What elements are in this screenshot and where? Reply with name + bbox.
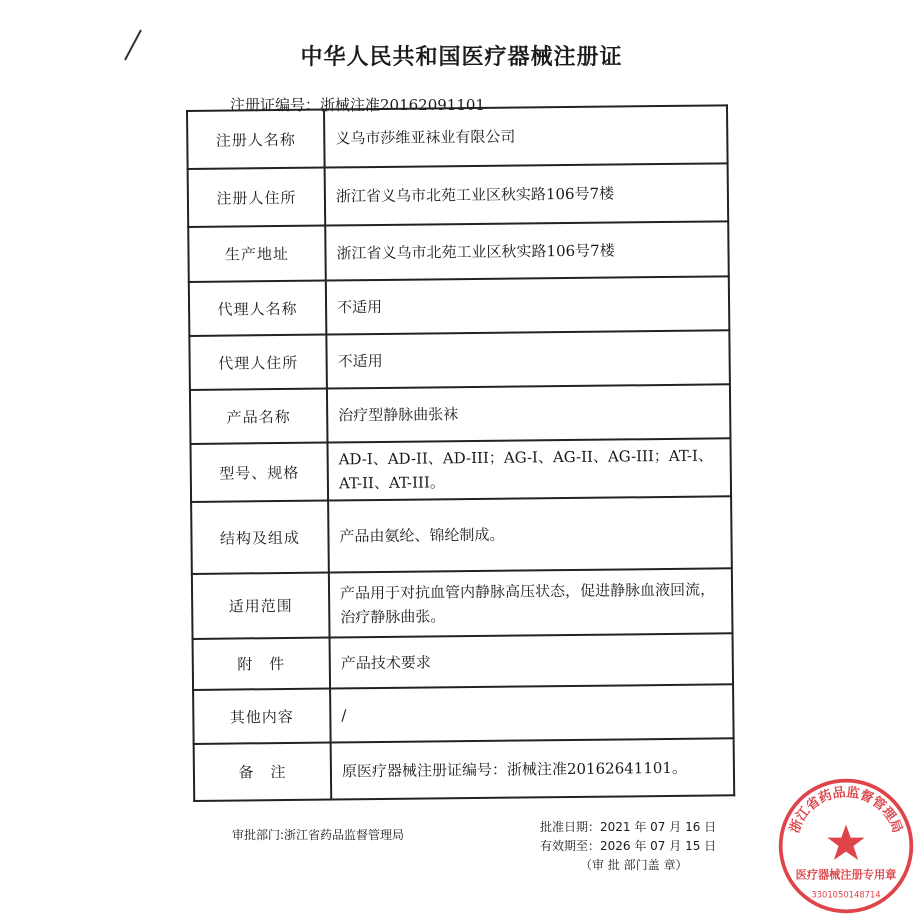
row-label: 产品名称 <box>190 389 328 444</box>
row-value: 产品用于对抗血管内静脉高压状态，促进静脉血液回流，治疗静脉曲张。 <box>329 568 733 637</box>
table-row <box>192 568 733 639</box>
row-label: 其他内容 <box>193 689 331 744</box>
row-label: 代理人名称 <box>189 281 327 336</box>
row-value: 不适用 <box>326 330 730 388</box>
valid-until: 有效期至：2026 年 07 月 15 日 <box>540 839 717 853</box>
row-value: 原医疗器械注册证编号：浙械注准20162641101。 <box>331 738 735 799</box>
row-label: 适用范围 <box>192 573 330 639</box>
row-value: 浙江省义乌市北苑工业区秋实路106号7楼 <box>325 221 729 280</box>
table-row <box>193 684 734 744</box>
table-row <box>191 496 732 574</box>
certificate-table <box>186 104 735 802</box>
row-value: AD-I、AD-II、AD-III；AG-I、AG-II、AG-III；AT-I、AT-II、AT-III。 <box>327 438 731 500</box>
table-row <box>187 105 728 169</box>
row-label: 型号、规格 <box>190 443 328 502</box>
table-row <box>189 330 730 390</box>
stamp-inner-text: 医疗器械注册专用章 <box>795 868 897 882</box>
stamp-outer-text: 浙江省药品监督管理局 <box>787 785 905 836</box>
table-row <box>193 633 734 690</box>
row-value: / <box>330 684 734 742</box>
row-label: 注册人名称 <box>187 110 325 169</box>
table-row <box>190 384 731 444</box>
table-row <box>190 438 731 502</box>
row-value: 不适用 <box>326 276 730 334</box>
table-row <box>188 221 729 282</box>
stamp-number: 3301050148714 <box>811 889 881 900</box>
approval-department: 审批部门:浙江省药品监督管理局 <box>232 828 405 842</box>
star-icon <box>827 825 864 860</box>
row-label: 生产地址 <box>188 226 326 282</box>
official-seal-stamp <box>776 776 916 916</box>
row-value: 浙江省义乌市北苑工业区秋实路106号7楼 <box>325 163 729 225</box>
row-value: 产品技术要求 <box>330 633 734 688</box>
row-label: 结构及组成 <box>191 501 329 574</box>
registration-number: 注册证编号：浙械注准20162091101 <box>230 96 485 114</box>
row-label: 注册人住所 <box>188 168 326 227</box>
seal-note: （审 批 部门盖 章） <box>580 858 688 872</box>
page-title: 中华人民共和国医疗器械注册证 <box>300 45 623 70</box>
table-row <box>189 276 730 336</box>
row-value: 产品由氨纶、锦纶制成。 <box>328 496 732 572</box>
dates-block <box>540 818 716 875</box>
table-row <box>194 738 735 801</box>
table-row <box>188 163 729 227</box>
row-label: 备 注 <box>194 743 332 801</box>
row-value: 义乌市莎维亚袜业有限公司 <box>324 105 728 167</box>
row-label: 附 件 <box>193 638 331 690</box>
row-label: 代理人住所 <box>189 335 327 390</box>
row-value: 治疗型静脉曲张袜 <box>327 384 731 442</box>
approval-date: 批准日期：2021 年 07 月 16 日 <box>540 820 717 834</box>
